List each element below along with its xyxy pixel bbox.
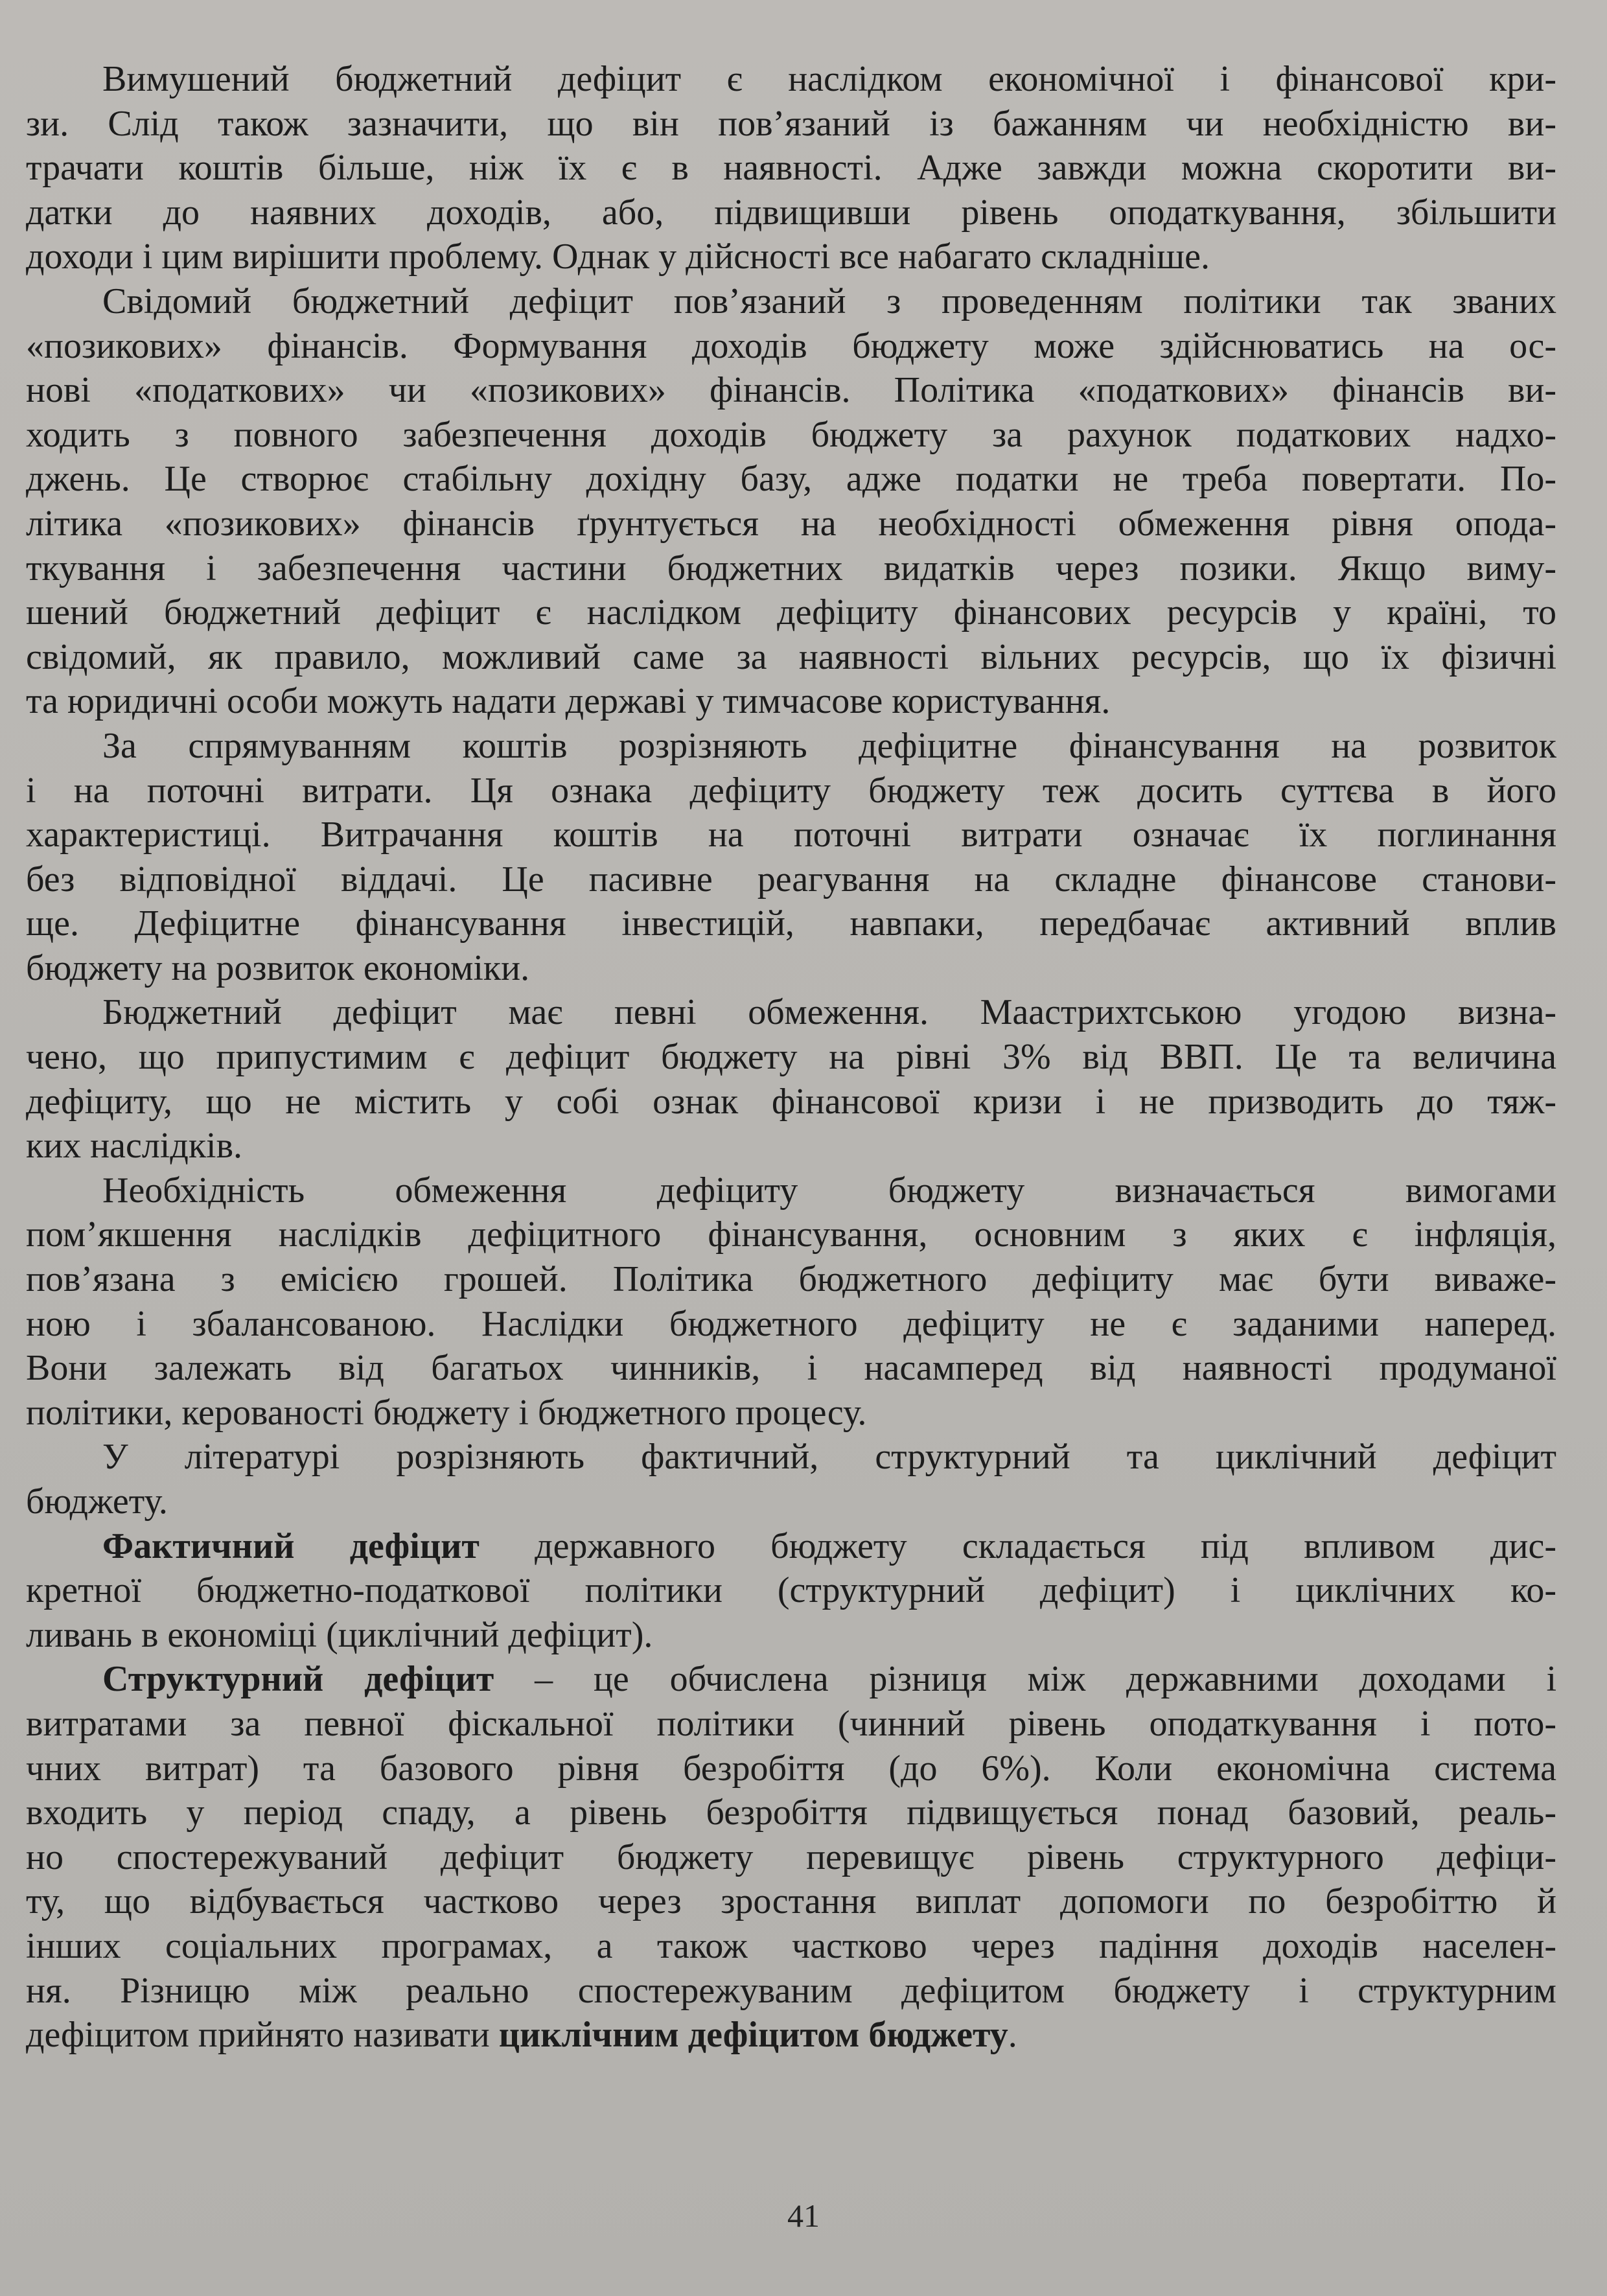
text-line: Бюджетний дефіцит має певні обмеження. Маастрихтською угодою визна- bbox=[102, 992, 1556, 1033]
text-line: зи. Слід також зазначити, що він пов’язаний із бажанням чи необхідністю ви- bbox=[26, 103, 1556, 144]
text-line: чних витрат) та базового рівня безробіття (до 6%). Коли економічна система bbox=[26, 1748, 1556, 1789]
text-line: літика «позикових» фінансів ґрунтується на необхідності обмеження рівня опода- bbox=[26, 503, 1556, 544]
text-line: «позикових» фінансів. Формування доходів бюджету може здійснюватись на ос- bbox=[26, 325, 1556, 366]
text-line: ткування і забезпечення частини бюджетних видатків через позики. Якщо виму- bbox=[26, 548, 1556, 588]
text-line: бюджету на розвиток економіки. bbox=[26, 947, 530, 988]
text-fragment: – це обчислена різниця між державними доходами і bbox=[494, 1659, 1556, 1700]
text-line: бюджету. bbox=[26, 1481, 168, 1522]
text-line bbox=[26, 1657, 1556, 1702]
text-line: пом’якшення наслідків дефіцитного фінансування, основним з яких є інфляція, bbox=[26, 1214, 1556, 1255]
text-line: но спостережуваний дефіцит бюджету перевищує рівень структурного дефіци- bbox=[26, 1837, 1556, 1877]
text-line: кретної бюджетно-податкової політики (структурний дефіцит) і циклічних ко- bbox=[26, 1570, 1556, 1611]
text-line: Необхідність обмеження дефіциту бюджету визначається вимогами bbox=[102, 1170, 1556, 1211]
text-line: чено, що припустимим є дефіцит бюджету на рівні 3% від ВВП. Це та величина bbox=[26, 1037, 1556, 1078]
text-fragment: дефіцитом прийнято називати bbox=[26, 2015, 499, 2056]
text-line bbox=[26, 2013, 1556, 2058]
text-line: шений бюджетний дефіцит є наслідком дефіциту фінансових ресурсів у країні, то bbox=[26, 592, 1556, 633]
paragraph-structural-deficit bbox=[26, 1657, 1556, 2057]
text-line: ту, що відбувається частково через зростання виплат допомоги по безробіттю й bbox=[26, 1881, 1556, 1922]
text-line: та юридичні особи можуть надати державі у тимчасове користування. bbox=[26, 681, 1111, 722]
text-fragment: . bbox=[1008, 2015, 1017, 2056]
text-line: датки до наявних доходів, або, підвищивши рівень оподаткування, збільшити bbox=[26, 192, 1556, 233]
text-fragment: державного бюджету складається під впливом дис- bbox=[479, 1525, 1556, 1566]
text-line: без відповідної віддачі. Це пасивне реагування на складне фінансове станови- bbox=[26, 859, 1556, 899]
text-line: свідомий, як правило, можливий саме за наявності вільних ресурсів, що їх фізичні bbox=[26, 636, 1556, 677]
paragraph-limit-necessity bbox=[26, 1168, 1556, 1435]
text-line: У літературі розрізняють фактичний, структурний та циклічний дефіцит bbox=[102, 1437, 1556, 1478]
term-cyclical-deficit: циклічним дефіцитом бюджету bbox=[498, 2015, 1008, 2056]
text-line: входить у період спаду, а рівень безробіття підвищується понад базовий, реаль- bbox=[26, 1792, 1556, 1833]
text-line: Вимушений бюджетний дефіцит є наслідком економічної і фінансової кри- bbox=[102, 59, 1556, 99]
text-line: трачати коштів більше, ніж їх є в наявності. Адже завжди можна скоротити ви- bbox=[26, 148, 1556, 189]
text-line: доходи і цим вирішити проблему. Однак у дійсності все набагато складніше. bbox=[26, 237, 1210, 277]
body-text bbox=[26, 57, 1556, 2058]
page-number: 41 bbox=[787, 2197, 820, 2234]
text-line: нові «податкових» чи «позикових» фінансів. Політика «податкових» фінансів ви- bbox=[26, 370, 1556, 411]
paragraph-deficit-types bbox=[26, 1435, 1556, 1524]
text-line: і на поточні витрати. Ця ознака дефіциту бюджету теж досить суттєва в його bbox=[26, 770, 1556, 811]
text-line: ною і збалансованою. Наслідки бюджетного дефіциту не є заданими наперед. bbox=[26, 1303, 1556, 1344]
text-line: характеристиці. Витрачання коштів на поточні витрати означає їх поглинання bbox=[26, 815, 1556, 855]
term-actual-deficit: Фактичний дефіцит bbox=[102, 1525, 480, 1566]
text-line: За спрямуванням коштів розрізняють дефіцитне фінансування на розвиток bbox=[102, 725, 1556, 766]
paragraph-actual-deficit bbox=[26, 1524, 1556, 1658]
text-line: ких наслідків. bbox=[26, 1126, 243, 1166]
paragraph-conscious-deficit bbox=[26, 279, 1556, 724]
term-structural-deficit: Структурний дефіцит bbox=[102, 1659, 494, 1700]
text-line: ходить з повного забезпечення доходів бюджету за рахунок податкових надхо- bbox=[26, 414, 1556, 455]
text-line: ще. Дефіцитне фінансування інвестицій, навпаки, передбачає активний вплив bbox=[26, 903, 1556, 944]
paragraph-forced-deficit bbox=[26, 57, 1556, 279]
text-line: ня. Різницю між реально спостережуваним дефіцитом бюджету і структурним bbox=[26, 1970, 1556, 2011]
text-line: політики, керованості бюджету і бюджетного процесу. bbox=[26, 1392, 867, 1433]
text-line: інших соціальних програмах, а також частково через падіння доходів населен- bbox=[26, 1925, 1556, 1966]
text-line: ливань в економіці (циклічний дефіцит). bbox=[26, 1614, 653, 1655]
text-line: витратами за певної фіскальної політики (чинний рівень оподаткування і пото- bbox=[26, 1703, 1556, 1744]
text-line: дефіциту, що не містить у собі ознак фінансової кризи і не призводить до тяж- bbox=[26, 1081, 1556, 1122]
text-line: Вони залежать від багатьох чинників, і насамперед від наявності продуманої bbox=[26, 1348, 1556, 1389]
text-line bbox=[26, 1524, 1556, 1569]
paragraph-deficit-limits bbox=[26, 990, 1556, 1168]
text-line: джень. Це створює стабільну дохідну базу, адже податки не треба повертати. По- bbox=[26, 459, 1556, 500]
text-line: Свідомий бюджетний дефіцит пов’язаний з проведенням політики так званих bbox=[102, 281, 1556, 321]
text-line: пов’язана з емісією грошей. Політика бюджетного дефіциту має бути виваже- bbox=[26, 1259, 1556, 1300]
paragraph-funding-direction bbox=[26, 724, 1556, 991]
